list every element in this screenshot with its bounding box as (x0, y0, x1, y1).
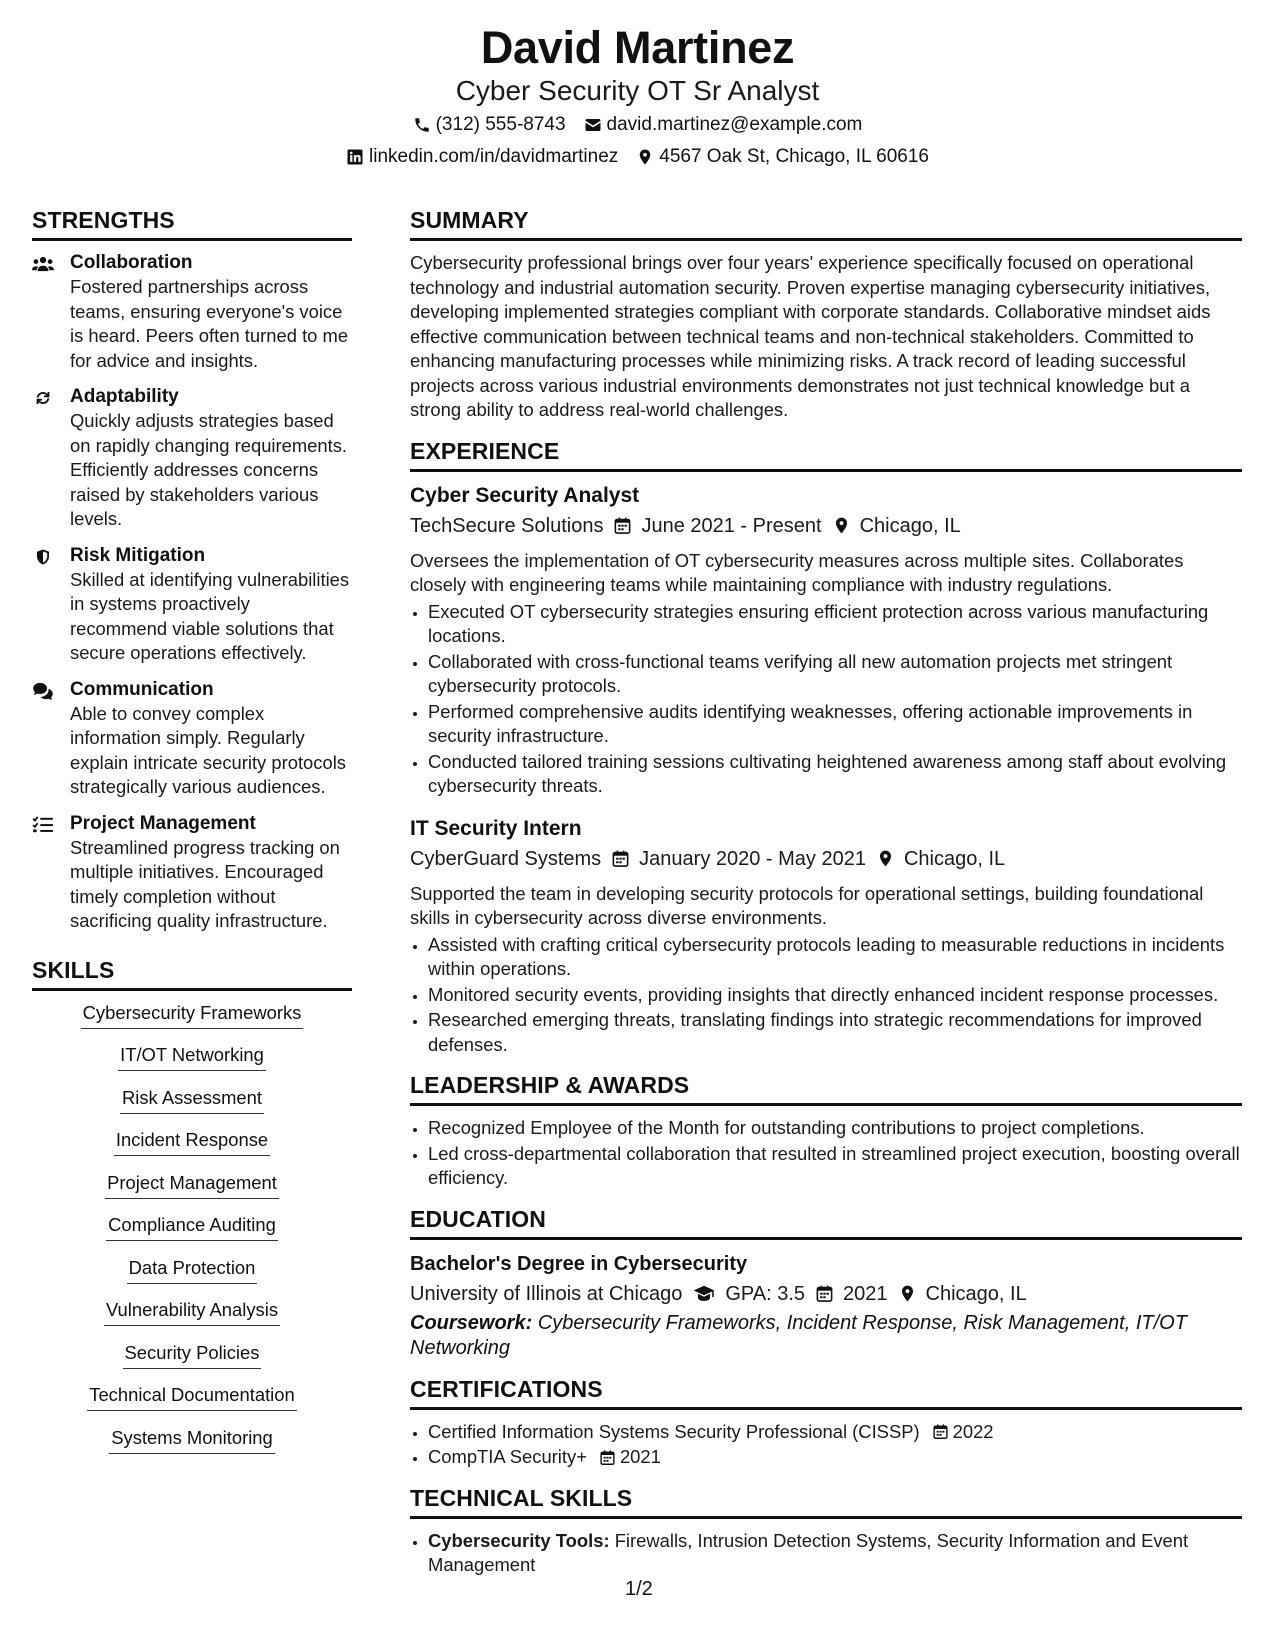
strength-title: Collaboration (70, 252, 193, 273)
calendar-icon (815, 1284, 834, 1303)
candidate-name: David Martinez (480, 22, 795, 73)
left-column (32, 206, 352, 1468)
job-bullet: • Performed comprehensive audits identifying weaknesses, offering actionable improvements in security infrastructure. (428, 700, 1242, 749)
strength-item (32, 812, 352, 934)
calendar-icon (599, 1449, 616, 1466)
technical-skills-section (410, 1484, 1242, 1578)
skill-item (32, 1341, 352, 1369)
strengths-heading: STRENGTHS (32, 206, 352, 241)
job-bullet: • Monitored security events, providing insights that directly enhanced incident response processes. (428, 983, 1242, 1008)
contact-row-secondary (0, 144, 1275, 170)
strength-item (32, 544, 352, 666)
phone-contact[interactable] (413, 112, 566, 138)
page-number: 1/2 (625, 1578, 653, 1600)
map-marker-icon (832, 516, 851, 535)
job-title: IT Security Intern (410, 816, 582, 840)
experience-heading: EXPERIENCE (410, 437, 1242, 472)
map-marker-icon (636, 148, 654, 166)
skills-heading: SKILLS (32, 956, 352, 991)
technical-skill-value: Firewalls, Intrusion Detection Systems, Security Information and Event Management (428, 1529, 1189, 1575)
coursework (410, 1311, 1242, 1361)
technical-skills-heading: TECHNICAL SKILLS (410, 1484, 1242, 1519)
strength-description: Skilled at identifying vulnerabilities in systems proactively recommend viable solutions that secure operations effectively. (70, 568, 350, 663)
skill-label: Compliance Auditing (106, 1213, 278, 1241)
gpa-text: GPA: 3.5 (725, 1282, 806, 1305)
strength-title: Communication (70, 678, 214, 700)
skill-label: Systems Monitoring (109, 1426, 274, 1454)
coursework-text: Cybersecurity Frameworks, Incident Response, Risk Management, IT/OT Networking (410, 1311, 1187, 1359)
envelope-icon (584, 116, 602, 134)
graduation-year-text: 2021 (843, 1282, 888, 1305)
resume-header (0, 22, 1275, 170)
linkedin-text: linkedin.com/in/davidmartinez (369, 146, 619, 167)
job-bullet: • Researched emerging threats, translating findings into strategic recommendations for improved defenses. (428, 1008, 1242, 1057)
technical-skill-label: Cybersecurity Tools: (428, 1529, 610, 1551)
job-meta (410, 844, 1242, 874)
education-heading: EDUCATION (410, 1205, 1242, 1240)
certification-name: • CompTIA Security+ (428, 1446, 587, 1467)
map-marker-icon (876, 849, 895, 868)
certifications-heading: CERTIFICATIONS (410, 1375, 1242, 1410)
leadership-item: • Recognized Employee of the Month for outstanding contributions to project completions. (428, 1116, 1242, 1141)
skill-label: Project Management (105, 1171, 279, 1199)
job-dates-text: June 2021 - Present (641, 514, 822, 537)
email-text: david.martinez@example.com (606, 114, 863, 135)
strength-title: Adaptability (70, 386, 179, 407)
certification-name: • Certified Information Systems Security Professional (CISSP) (428, 1420, 920, 1442)
skill-label: Incident Response (114, 1128, 270, 1156)
graduation-year (815, 1279, 888, 1309)
skill-item (32, 1128, 352, 1156)
education-location (898, 1279, 1027, 1309)
phone-text: (312) 555-8743 (435, 114, 566, 135)
strength-description: Fostered partnerships across teams, ensuring everyone's voice is heard. Peers often turned to me for advice and insights. (70, 276, 349, 371)
strength-title: Risk Mitigation (70, 544, 206, 566)
skill-item (32, 1043, 352, 1071)
technical-skill-item (428, 1529, 1242, 1578)
location-contact (636, 144, 929, 170)
contact-row-primary (0, 112, 1275, 138)
coursework-label: Coursework: (410, 1311, 533, 1334)
calendar-icon (932, 1423, 949, 1440)
location-text: 4567 Oak St, Chicago, IL 60616 (659, 146, 929, 167)
calendar-icon (613, 516, 632, 535)
leadership-item: • Led cross-departmental collaboration that resulted in streamlined project execution, boosting overall efficiency. (428, 1142, 1242, 1191)
job-meta (410, 511, 1242, 541)
certification-date (599, 1445, 661, 1470)
shield-icon (32, 544, 56, 666)
skill-item (32, 1256, 352, 1284)
linkedin-contact[interactable] (346, 144, 618, 170)
certifications-section (410, 1375, 1242, 1470)
skill-item (32, 1213, 352, 1241)
strength-item (32, 678, 352, 800)
gpa (692, 1279, 805, 1309)
job-bullet: • Assisted with crafting critical cybersecurity protocols leading to measurable reductions in incidents within operations. (428, 933, 1242, 982)
linkedin-icon (346, 148, 364, 166)
school-name: University of Illinois at Chicago (410, 1282, 683, 1305)
skill-item (32, 1001, 352, 1029)
degree-title: Bachelor's Degree in Cybersecurity (410, 1252, 748, 1275)
job-dates (613, 511, 821, 541)
job-summary: Supported the team in developing security protocols for operational settings, building foundational skills in cybersecurity across diverse environments. (410, 882, 1204, 928)
certifications-list (410, 1420, 1242, 1470)
strength-description: Able to convey complex information simply. Regularly explain intricate security protocols strategically various audiences. (70, 702, 346, 797)
education-location-text: Chicago, IL (925, 1282, 1027, 1305)
job-location-text: Chicago, IL (903, 847, 1006, 870)
skill-label: Security Policies (123, 1341, 262, 1369)
job-bullet: • Executed OT cybersecurity strategies ensuring efficient protection across various manufacturing locations. (428, 600, 1242, 649)
skills-section (32, 956, 352, 1454)
job-entry (410, 815, 1242, 1058)
skill-label: Vulnerability Analysis (104, 1298, 280, 1326)
summary-section (410, 206, 1242, 423)
summary-text: Cybersecurity professional brings over four years' experience specifically focused on operational technology and industrial automation security. Proven expertise managing cybersecurity initiatives, developing implemented strategies compliant with corporate standards. Collaborative mindset aids effective communication between technical teams and non-technical stakeholders. Committed to enhancing manufacturing processes while minimizing risks. A track record of leading successful projects across various industrial environments demonstrates not just technical knowledge but a strong ability to address real-world challenges. (410, 252, 1211, 420)
strength-description: Streamlined progress tracking on multiple initiatives. Encouraged timely completion without sacrificing quality infrastructure. (70, 836, 340, 931)
tasks-icon (32, 812, 56, 934)
candidate-headline: Cyber Security OT Sr Analyst (455, 75, 820, 106)
map-marker-icon (898, 1284, 917, 1303)
education-section (410, 1205, 1242, 1361)
skill-item (32, 1298, 352, 1326)
job-bullets (410, 933, 1242, 1058)
job-location (832, 511, 961, 541)
certification-item (428, 1420, 1242, 1445)
strength-item (32, 385, 352, 532)
job-summary: Oversees the implementation of OT cybersecurity measures across multiple sites. Collaborates closely with engineering teams while maintaining compliance with industry regulations. (410, 549, 1184, 595)
certification-year: 2022 (952, 1420, 994, 1442)
job-location-text: Chicago, IL (859, 514, 961, 537)
technical-skills-list (410, 1529, 1242, 1578)
summary-heading: SUMMARY (410, 206, 1242, 241)
certification-item (428, 1445, 1242, 1470)
skill-label: Risk Assessment (120, 1086, 264, 1114)
sync-icon (32, 385, 56, 532)
skill-label: IT/OT Networking (118, 1043, 266, 1071)
job-bullets (410, 600, 1242, 799)
leadership-section (410, 1071, 1242, 1191)
certification-year: 2021 (619, 1446, 661, 1467)
leadership-list (410, 1116, 1242, 1191)
job-bullet: • Conducted tailored training sessions cultivating heightened awareness among staff about evolving cybersecurity threats. (428, 750, 1242, 799)
job-dates (611, 844, 866, 874)
skill-item (32, 1383, 352, 1411)
job-entry (410, 482, 1242, 799)
users-icon (32, 251, 56, 373)
job-dates-text: January 2020 - May 2021 (639, 847, 866, 870)
calendar-icon (611, 849, 630, 868)
right-column (410, 206, 1242, 1592)
skill-label: Cybersecurity Frameworks (81, 1001, 304, 1029)
graduation-cap-icon (692, 1284, 716, 1303)
job-bullet: • Collaborated with cross-functional teams verifying all new automation projects met stringent cybersecurity protocols. (428, 650, 1242, 699)
comments-icon (32, 678, 56, 800)
skills-list (32, 1001, 352, 1454)
company-name: TechSecure Solutions (410, 514, 604, 537)
skill-label: Technical Documentation (87, 1383, 296, 1411)
education-meta (410, 1279, 1242, 1309)
strength-title: Project Management (70, 812, 256, 834)
skill-item (32, 1426, 352, 1454)
leadership-heading: LEADERSHIP & AWARDS (410, 1071, 1242, 1106)
skill-item (32, 1171, 352, 1199)
job-title: Cyber Security Analyst (410, 483, 640, 507)
strength-description: Quickly adjusts strategies based on rapidly changing requirements. Efficiently addresses concerns raised by stakeholders various levels. (70, 410, 348, 529)
experience-section (410, 437, 1242, 1058)
job-location (876, 844, 1005, 874)
skill-item (32, 1086, 352, 1114)
certification-date (932, 1420, 994, 1445)
strength-item (32, 251, 352, 373)
phone-icon (413, 116, 431, 134)
skill-label: Data Protection (127, 1256, 258, 1284)
email-contact[interactable] (584, 112, 863, 138)
company-name: CyberGuard Systems (410, 847, 602, 870)
